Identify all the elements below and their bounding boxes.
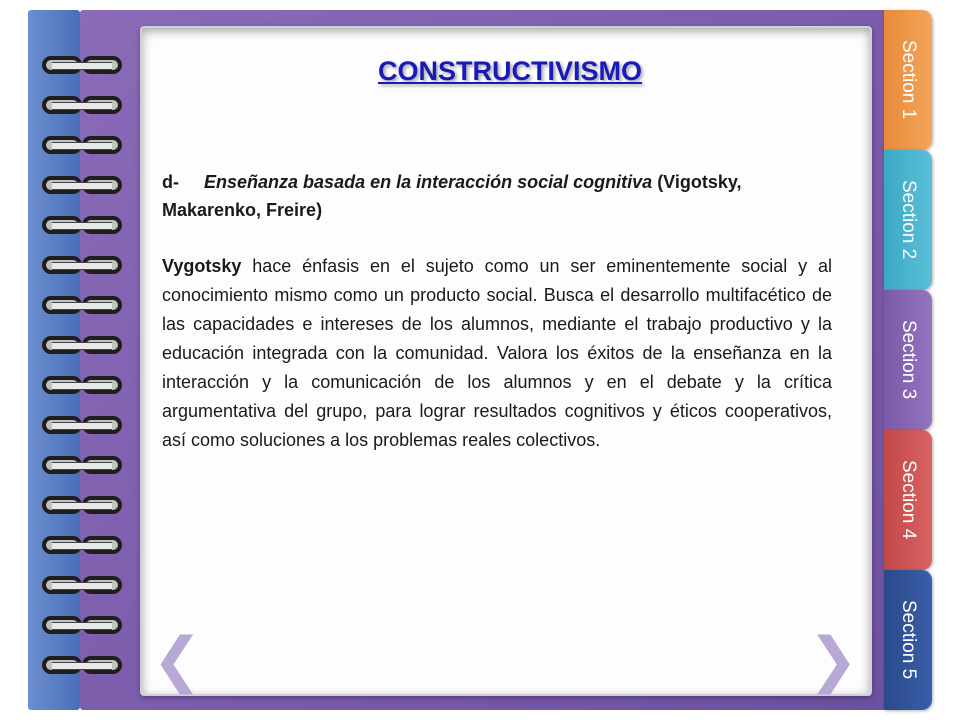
- tab-label: Section 1: [898, 40, 919, 120]
- spiral-ring: [38, 572, 122, 598]
- spiral-ring: [38, 52, 122, 78]
- spiral-ring: [38, 252, 122, 278]
- heading-rest: (Vigotsky, Makarenko, Freire): [162, 172, 742, 220]
- section-heading: [162, 168, 832, 224]
- spiral-ring: [38, 412, 122, 438]
- tab-section-5[interactable]: [884, 570, 932, 710]
- spiral-ring: [38, 292, 122, 318]
- chevron-left-icon[interactable]: ❮: [152, 625, 203, 695]
- tab-label: Section 2: [898, 180, 919, 260]
- body-bold-lead: Vygotsky: [162, 256, 242, 276]
- spiral-ring: [38, 212, 122, 238]
- tab-label: Section 4: [898, 460, 919, 540]
- spiral-ring: [38, 372, 122, 398]
- spiral-ring: [38, 172, 122, 198]
- spiral-ring: [38, 92, 122, 118]
- chevron-right-icon[interactable]: ❯: [808, 625, 859, 695]
- spiral-ring: [38, 652, 122, 678]
- tab-section-4[interactable]: [884, 430, 932, 570]
- tab-section-2[interactable]: [884, 150, 932, 290]
- body-paragraph: [162, 252, 832, 455]
- heading-italic: Enseñanza basada en la interacción social cognitiva: [204, 172, 653, 192]
- heading-prefix: d-: [162, 172, 179, 192]
- spiral-ring: [38, 492, 122, 518]
- spiral-ring: [38, 332, 122, 358]
- tab-label: Section 5: [898, 600, 919, 680]
- tab-section-3[interactable]: [884, 290, 932, 430]
- spiral-ring: [38, 132, 122, 158]
- spiral-ring: [38, 612, 122, 638]
- spiral-ring: [38, 452, 122, 478]
- tab-label: Section 3: [898, 320, 919, 400]
- spiral-ring: [38, 532, 122, 558]
- body-text: hace énfasis en el sujeto como un ser eminentemente social y al conocimiento mismo como un producto social. Busca el desarrollo multifacético de las capacidades e intereses de los alumnos, mediante el trabajo productivo y la educación integrada con la comunidad. Valora los éxitos de la enseñanza en la interacción y la comunicación de los alumnos y en el debate y la crítica argumentativa del grupo, para lograr resultados cognitivos y éticos cooperativos, así como soluciones a los problemas reales colectivos.: [162, 256, 832, 450]
- page-title: CONSTRUCTIVISMO: [377, 56, 642, 86]
- spiral-rings: [38, 52, 128, 692]
- tab-section-1[interactable]: [884, 10, 932, 150]
